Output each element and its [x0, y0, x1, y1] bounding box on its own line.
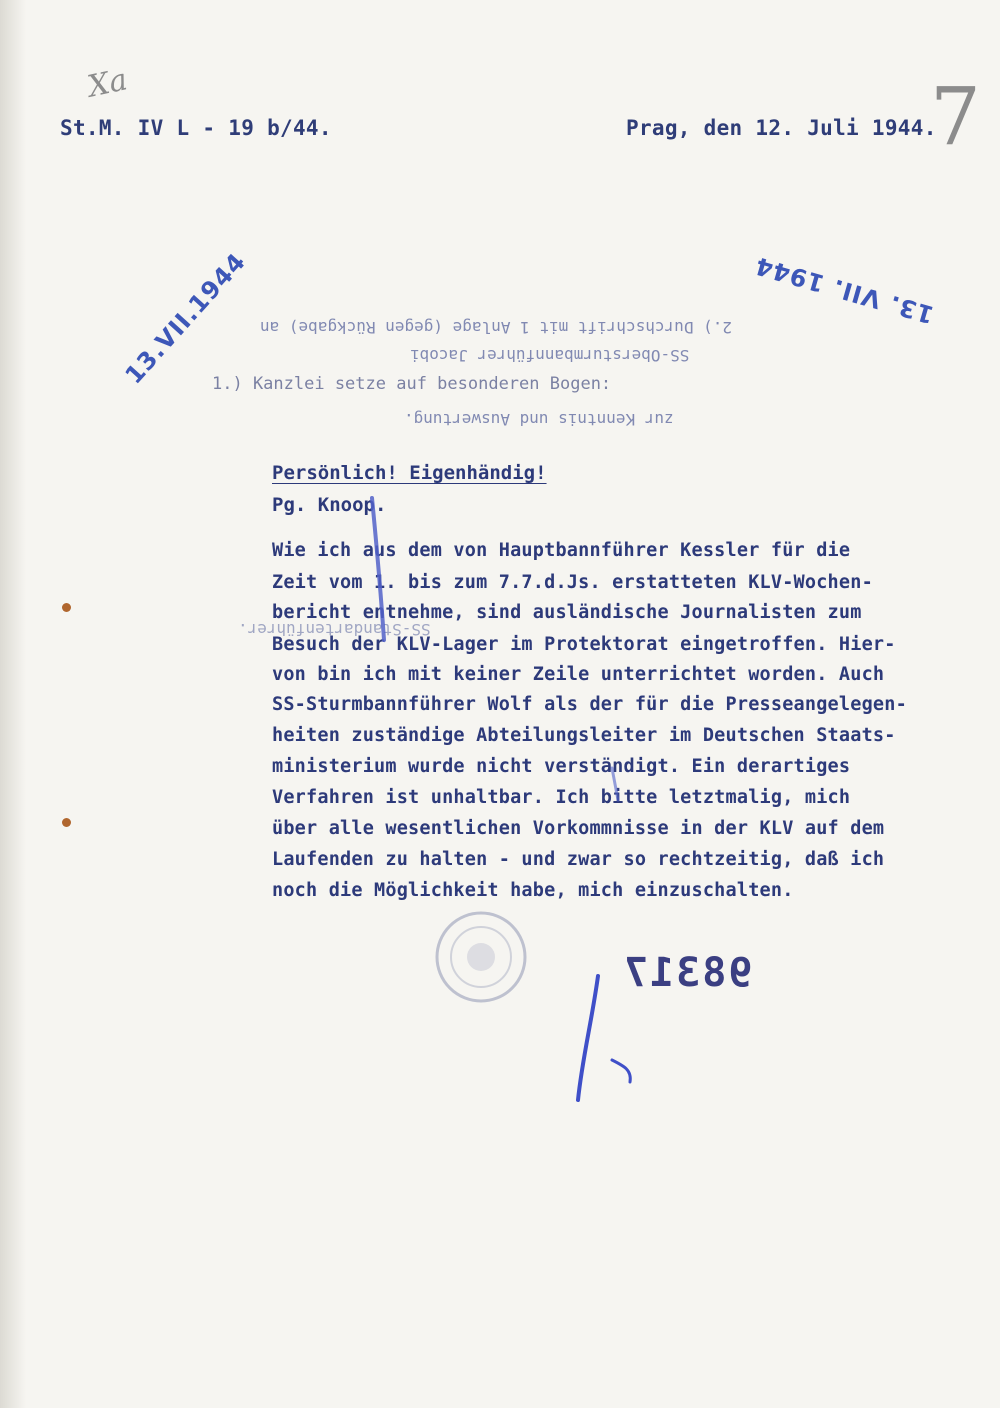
- pencil-mark-top-right: 7: [930, 70, 981, 163]
- place-date: Prag, den 12. Juli 1944.: [626, 116, 937, 140]
- registry-number-stamp: 98317: [622, 950, 753, 996]
- blue-stroke-lower: [578, 976, 598, 1100]
- body-line-4: Besuch der KLV-Lager im Protektorat eingetroffen. Hier-: [272, 634, 896, 655]
- file-reference: St.M. IV L - 19 b/44.: [60, 116, 332, 140]
- body-line-6: SS-Sturmbannführer Wolf als der für die Presseangelegen-: [272, 694, 907, 715]
- carbon-item1-mirrored: zur Kenntnis und Auswertung.: [404, 410, 674, 429]
- body-line-1: Wie ich aus dem von Hauptbannführer Kessler für die: [272, 540, 851, 561]
- body-line-11: Laufenden zu halten - und zwar so rechtzeitig, daß ich: [272, 849, 885, 870]
- blue-stroke-upper: [372, 498, 384, 640]
- blue-stroke-tick: [612, 768, 618, 800]
- body-line-7: heiten zuständige Abteilungsleiter im Deutschen Staats-: [272, 725, 896, 746]
- carbon-item2-mirrored-line1: 2.) Durchschrift mit 1 Anlage (gegen Rückgabe) an: [260, 318, 733, 337]
- body-line-2: Zeit vom 1. bis zum 7.7.d.Js. erstatteten KLV-Wochen-: [272, 572, 873, 593]
- carbon-item1: 1.) Kanzlei setze auf besonderen Bogen:: [212, 374, 612, 394]
- pencil-mark-top-left: Xa: [84, 62, 131, 105]
- body-line-8: ministerium wurde nicht verständigt. Ein derartiges: [272, 756, 851, 777]
- body-line-3: bericht entnehme, sind ausländische Journalisten zum: [272, 602, 862, 623]
- date-stamp-left: 13.VII.1944: [119, 247, 252, 390]
- bleed-through-text: SS-Standartenführer.: [238, 620, 431, 639]
- body-line-9: Verfahren ist unhaltbar. Ich bitte letztmalig, mich: [272, 787, 851, 808]
- body-line-5: von bin ich mit keiner Zeile unterrichtet worden. Auch: [272, 664, 885, 685]
- addressee: Pg. Knoop.: [272, 494, 387, 516]
- body-line-10: über alle wesentlichen Vorkommnisse in der KLV auf dem: [272, 818, 885, 839]
- blue-stroke-hook: [612, 1060, 630, 1082]
- office-seal-icon: [432, 908, 530, 1006]
- confidential-marking: Persönlich! Eigenhändig!: [272, 462, 547, 484]
- body-line-12: noch die Möglichkeit habe, mich einzuschalten.: [272, 880, 794, 901]
- carbon-item2-mirrored-line2: SS-Obersturmbannführer Jacobi: [410, 346, 690, 365]
- date-stamp-right: 13. VII. 1944: [751, 251, 937, 329]
